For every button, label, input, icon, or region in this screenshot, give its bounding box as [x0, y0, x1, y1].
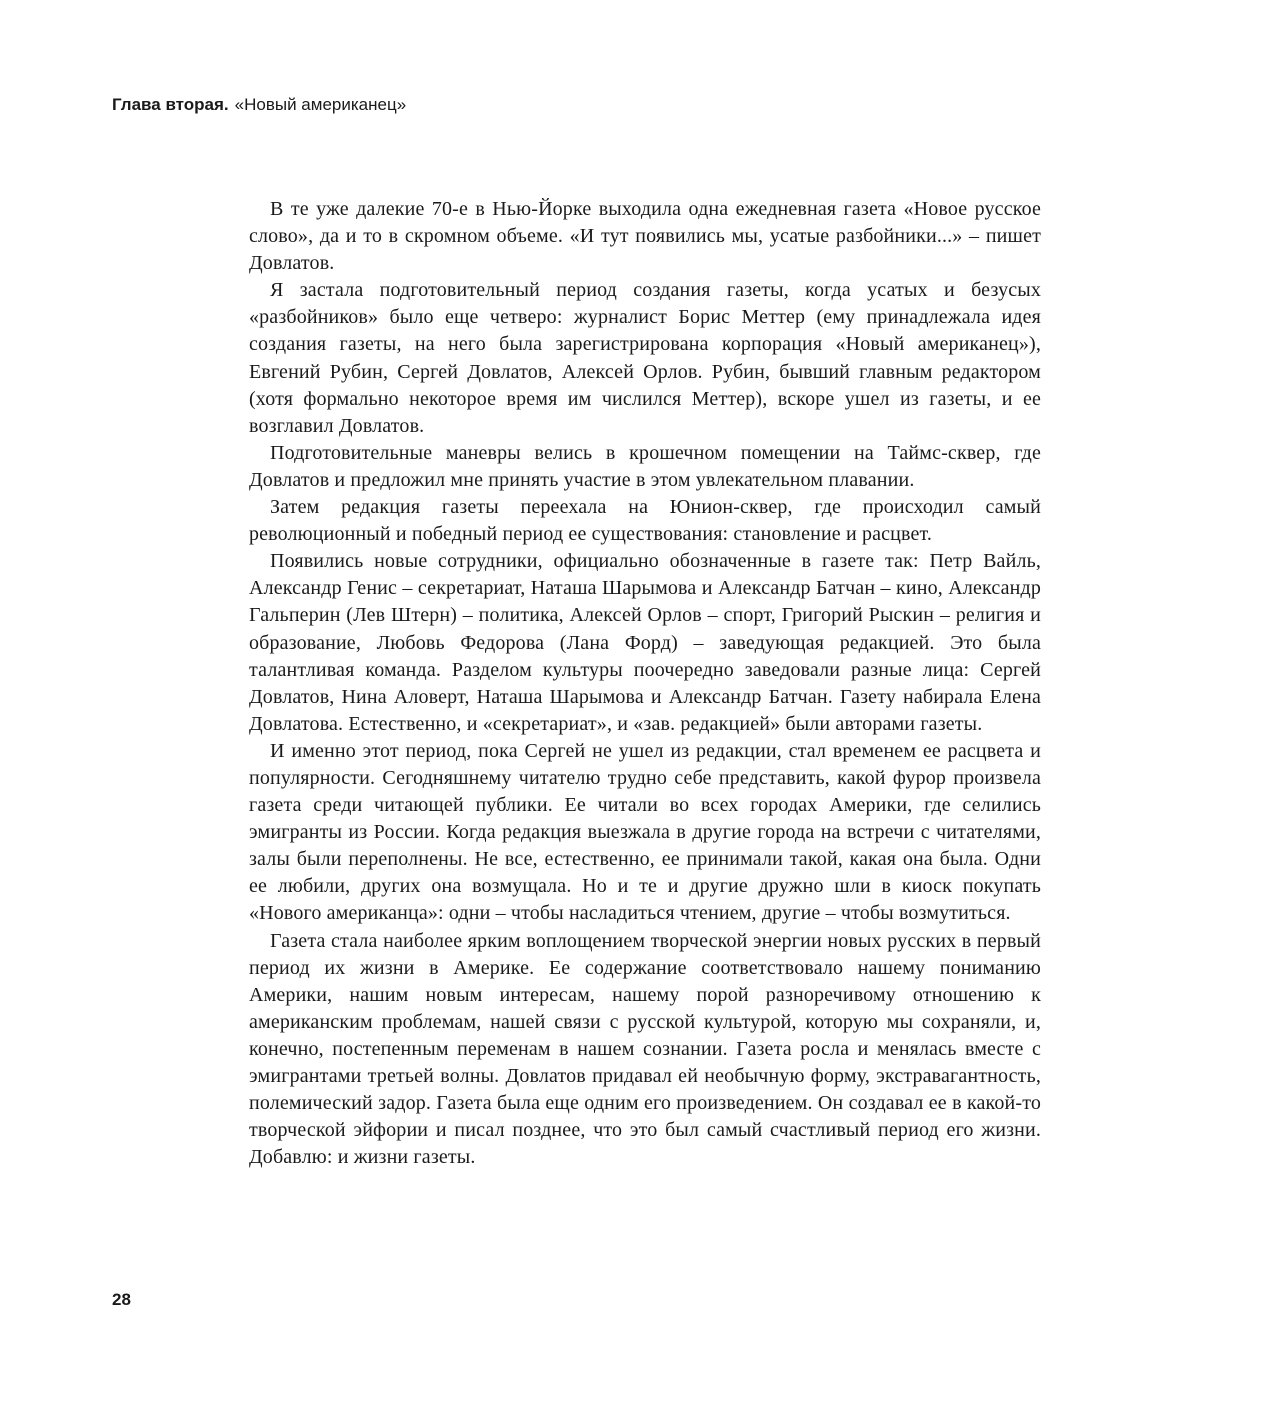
running-header	[112, 95, 406, 115]
paragraph: Я застала подготовительный период создания газеты, когда усатых и безусых «разбойников» было еще четверо: журналист Борис Меттер (ему принадлежала идея создания газеты, на него была зарегистрирована корпорация «Новый американец»), Евгений Рубин, Сергей Довлатов, Алексей Орлов. Рубин, бывший главным редактором (хотя формально некоторое время им числился Меттер), вскоре ушел из газеты, и ее возглавил Довлатов.	[249, 279, 1041, 437]
chapter-label: Глава вторая.	[112, 95, 229, 114]
paragraph: В те уже далекие 70-е в Нью-Йорке выходила одна ежедневная газета «Новое русское слово», да и то в скромном объеме. «И тут появились мы, усатые разбойники...» – пишет Довлатов.	[249, 198, 1041, 275]
paragraph: Затем редакция газеты переехала на Юнион-сквер, где происходил самый революционный и победный период ее существования: становление и расцвет.	[249, 496, 1041, 546]
paragraph: Газета стала наиболее ярким воплощением творческой энергии новых русских в первый период их жизни в Америке. Ее содержание соответствовало нашему пониманию Америки, нашим новым интересам, нашему порой разноречивому отношению к американским проблемам, нашей связи с русской культурой, которую мы сохраняли, и, конечно, постепенным переменам в нашем сознании. Газета росла и менялась вместе с эмигрантами третьей волны. Довлатов придавал ей необычную форму, экстравагантность, полемический задор. Газета была еще одним его произведением. Он создавал ее в какой-то творческой эйфории и писал позднее, что это был самый счастливый период его жизни. Добавлю: и жизни газеты.	[249, 929, 1041, 1169]
paragraph: Подготовительные маневры велись в крошечном помещении на Таймс-сквер, где Довлатов и предложил мне принять участие в этом увлекательном плавании.	[249, 441, 1041, 491]
page-number: 28	[112, 1290, 131, 1309]
paragraph: Появились новые сотрудники, официально обозначенные в газете так: Петр Вайль, Александр Генис – секретариат, Наташа Шарымова и Александр Батчан – кино, Александр Гальперин (Лев Штерн) – политика, Алексей Орлов – спорт, Григорий Рыскин – религия и образование, Любовь Федорова (Лана Форд) – заведующая редакцией. Это была талантливая команда. Разделом культуры поочередно заведовали разные лица: Сергей Довлатов, Нина Аловерт, Наташа Шарымова и Александр Батчан. Газету набирала Елена Довлатова. Естественно, и «секретариат», и «зав. редакцией» были авторами газеты.	[249, 550, 1041, 735]
chapter-title: «Новый американец»	[234, 95, 407, 114]
body-text	[249, 196, 1041, 1171]
paragraph: И именно этот период, пока Сергей не ушел из редакции, стал временем ее расцвета и популярности. Сегодняшнему читателю трудно себе представить, какой фурор произвела газета среди читающей публики. Ее читали во всех городах Америки, где селились эмигранты из России. Когда редакция выезжала в другие города на встречи с читателями, залы были переполнены. Не все, естественно, ее принимали такой, какая она была. Одни ее любили, других она возмущала. Но и те и другие дружно шли в киоск покупать «Нового американца»: одни – чтобы насладиться чтением, другие – чтобы возмутиться.	[249, 739, 1041, 925]
